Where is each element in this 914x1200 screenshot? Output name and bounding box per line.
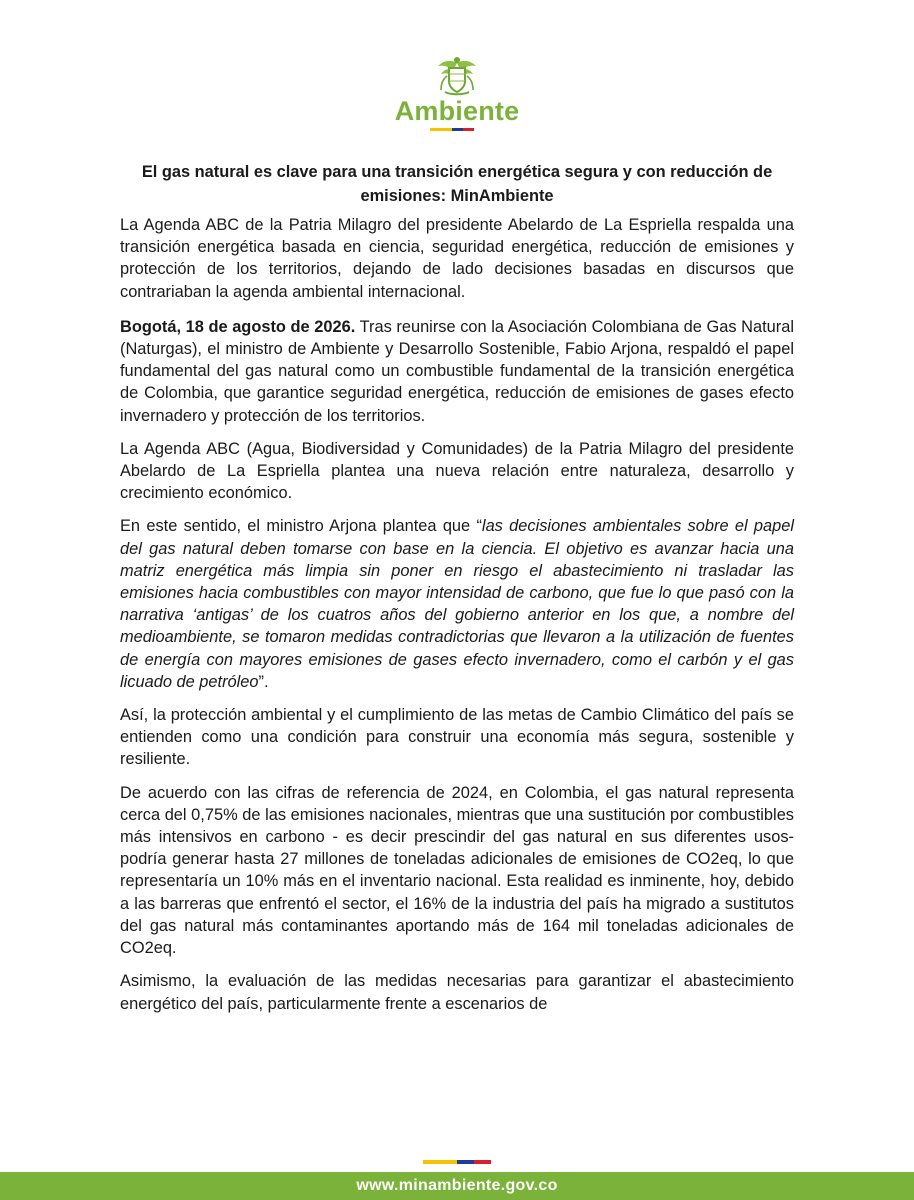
paragraph-1-text: Tras reunirse con la Asociación Colombiana de Gas Natural (Naturgas), el ministro de Ambiente y Desarrollo Sostenible, Fabio Arjona, respaldó el papel fundamental del gas natural como un combustible fundamental de la transición energética de Colombia, que garantice seguridad energética, reducción de emisiones de gases efecto invernadero y protección de los territorios.	[120, 317, 794, 425]
article-body	[120, 214, 794, 1026]
flag-red	[474, 1160, 491, 1164]
article-intro: La Agenda ABC de la Patria Milagro del presidente Abelardo de La Espriella respalda una transición energética basada en ciencia, seguridad energética, reducción de emisiones y protección de los territorios, dejando de lado decisiones basadas en discursos que contrariaban la agenda ambiental internacional.	[120, 216, 794, 301]
flag-yellow	[423, 1160, 457, 1164]
paragraph-4: Así, la protección ambiental y el cumplimiento de las metas de Cambio Climático del país se entienden como una condición para construir una economía más segura, sostenible y resiliente.	[120, 706, 794, 769]
flag-blue	[452, 128, 463, 131]
paragraph-3-end: ”.	[258, 672, 269, 691]
dateline: Bogotá, 18 de agosto de 2026.	[120, 317, 356, 336]
flag-bar	[430, 128, 474, 131]
colombia-coat-of-arms-icon	[435, 54, 479, 96]
paragraph-5: De acuerdo con las cifras de referencia de 2024, en Colombia, el gas natural representa cerca del 0,75% de las emisiones nacionales, mientras que una sustitución por combustibles más intensivos en carbono - es decir prescindir del gas natural en sus diferentes usos- podría generar hasta 27 millones de toneladas adicionales de emisiones de CO2eq, lo que representaría un 10% más en el inventario nacional. Esta realidad es inminente, hoy, debido a las barreras que enfrentó el sector, el 16% de la industria del país ha migrado a sustitutos del gas natural más contaminantes aportando más de 164 mil toneladas adicionales de CO2eq.	[120, 783, 794, 958]
brand-name: Ambiente	[394, 96, 520, 126]
paragraph-3	[120, 515, 794, 693]
minister-quote: las decisiones ambientales sobre el papel del gas natural deben tomarse con base en la ciencia. El objetivo es avanzar hacia una matriz energética más limpia sin poner en riesgo el abastecimiento ni trasladar las emisiones hacia combustibles con mayor intensidad de carbono, que fue lo que pasó con la narrativa ‘antigas’ de los cuatros años del gobierno anterior en los que, a nombre del medioambiente, se tomaron medidas contradictorias que llevaron a la utilización de fuentes de energía con mayores emisiones de gases efecto invernadero, como el carbón y el gas licuado de petróleo	[120, 517, 794, 691]
paragraph-6: Asimismo, la evaluación de las medidas necesarias para garantizar el abastecimiento energético del país, particularmente frente a escenarios de	[120, 972, 794, 1013]
footer-bar	[0, 1172, 914, 1200]
paragraph-1	[120, 316, 794, 427]
ministry-logo	[0, 54, 914, 126]
flag-yellow	[430, 128, 452, 131]
paragraph-3-lead: En este sentido, el ministro Arjona plantea que “	[120, 517, 482, 536]
article-title: El gas natural es clave para una transición energética segura y con reducción de emisiones: MinAmbiente	[141, 163, 773, 205]
flag-red	[463, 128, 474, 131]
website-link[interactable]: www.minambiente.gov.co	[356, 1177, 558, 1194]
paragraph-2: La Agenda ABC (Agua, Biodiversidad y Comunidades) de la Patria Milagro del presidente Abelardo de La Espriella plantea una nueva relación entre naturaleza, desarrollo y crecimiento económico.	[120, 439, 794, 503]
flag-blue	[457, 1160, 474, 1164]
footer-flag-bar	[423, 1160, 491, 1164]
